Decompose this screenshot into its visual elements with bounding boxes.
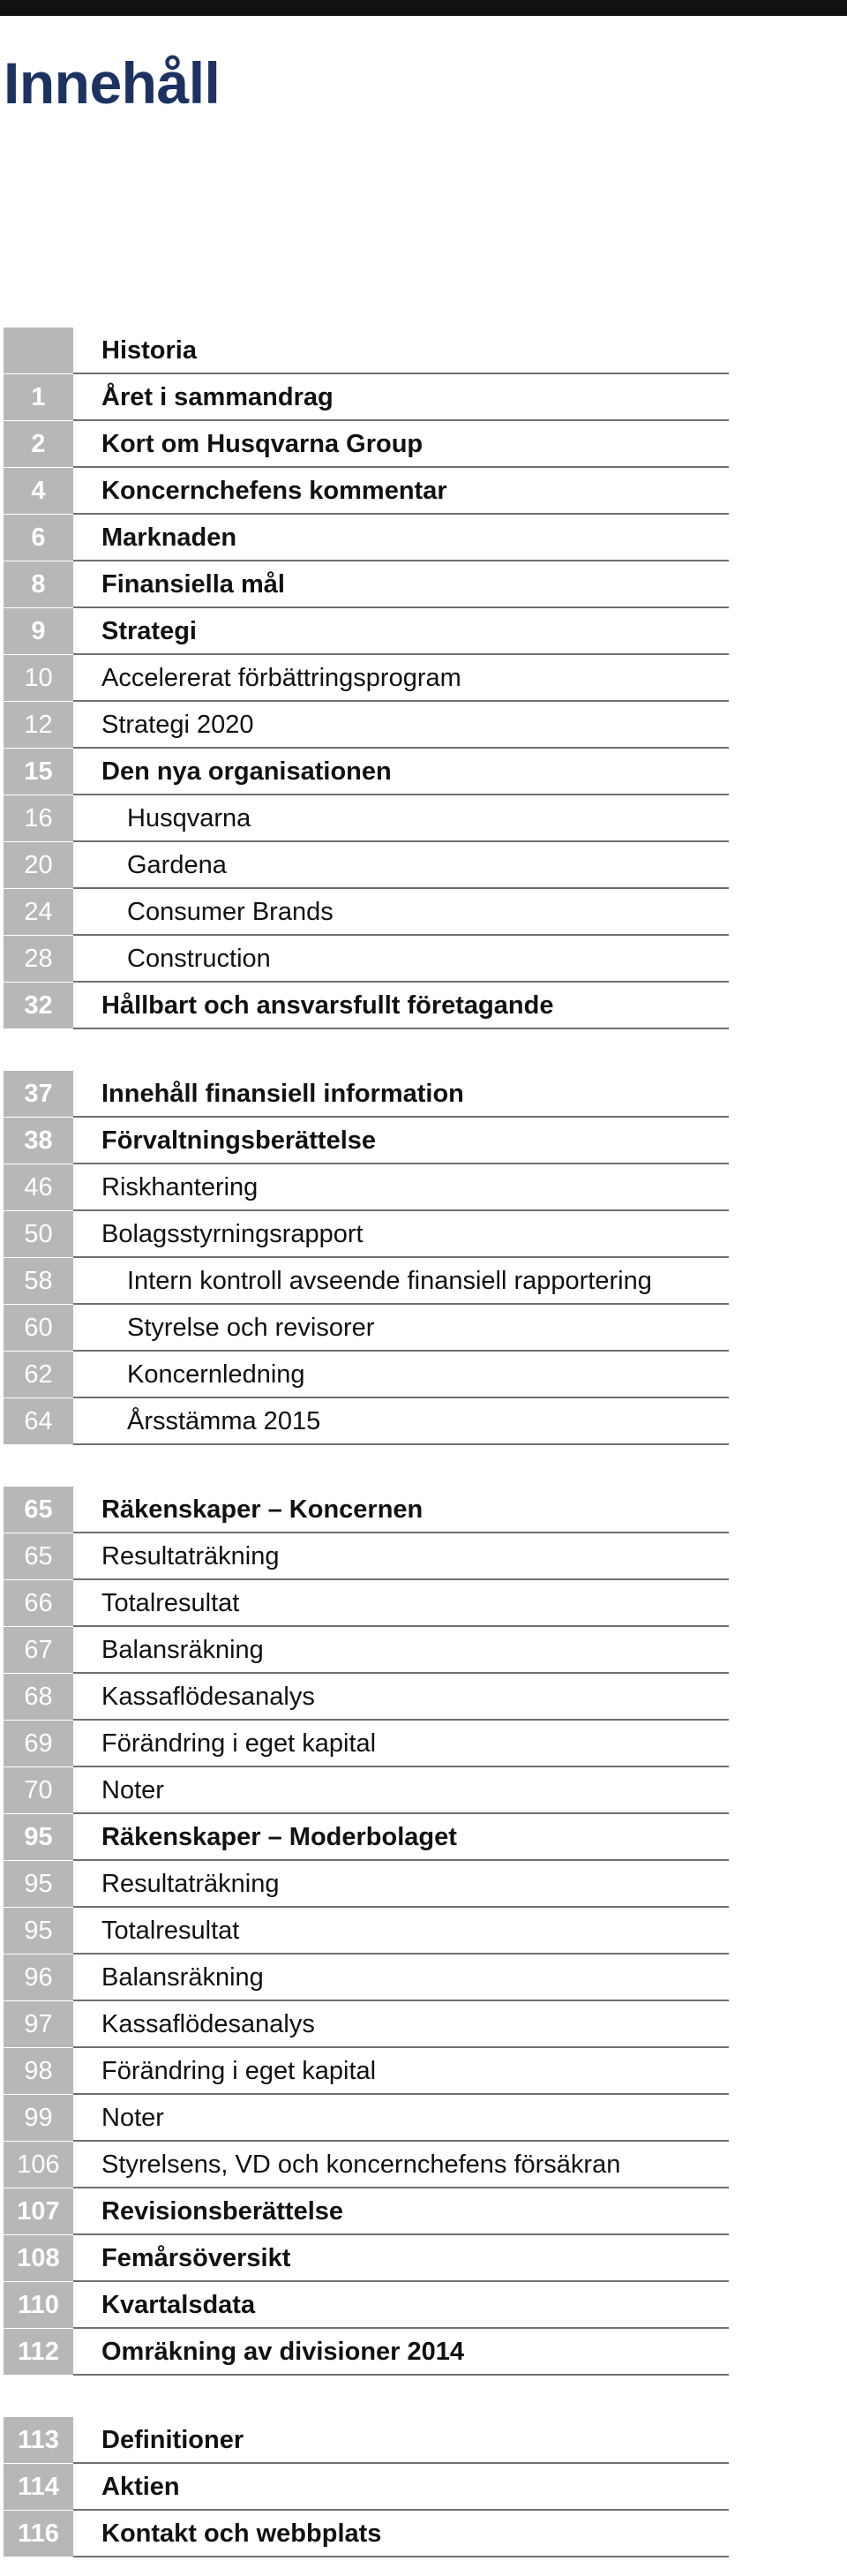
- page-number: 108: [4, 2235, 73, 2281]
- toc-entry[interactable]: [4, 2188, 729, 2235]
- page-number: [4, 328, 73, 373]
- entry-title: Femårsöversikt: [101, 2244, 291, 2272]
- page-number: 37: [4, 1071, 73, 1117]
- toc-entry[interactable]: [4, 1861, 729, 1908]
- row-divider: [73, 2556, 729, 2557]
- toc-entry[interactable]: [4, 1955, 729, 2001]
- entry-title: Räkenskaper – Koncernen: [101, 1495, 424, 1524]
- entry-title: Balansräkning: [101, 1636, 264, 1664]
- entry-title: Aktien: [101, 2473, 180, 2501]
- page-number: 12: [4, 702, 73, 748]
- entry-title: Kassaflödesanalys: [101, 1683, 315, 1711]
- entry-title: Kvartalsdata: [101, 2291, 256, 2319]
- toc-entry[interactable]: [4, 608, 729, 655]
- page-number: 110: [4, 2282, 73, 2328]
- toc-entry[interactable]: [4, 1674, 729, 1721]
- entry-title: Strategi: [101, 617, 197, 645]
- entry-title: Husqvarna: [127, 804, 251, 832]
- row-divider: [73, 1443, 729, 1445]
- toc-entry[interactable]: [4, 749, 729, 795]
- section-spacer: [4, 1029, 729, 1071]
- page-number: 62: [4, 1352, 73, 1397]
- page-number: 9: [4, 608, 73, 654]
- toc-entry[interactable]: [4, 1071, 729, 1118]
- page-number: 38: [4, 1118, 73, 1164]
- toc-entry[interactable]: [4, 561, 729, 608]
- page-number: 16: [4, 795, 73, 841]
- entry-title: Marknaden: [101, 523, 237, 552]
- toc-entry[interactable]: [4, 655, 729, 702]
- toc-entry[interactable]: [4, 1118, 729, 1164]
- entry-title: Årsstämma 2015: [127, 1407, 321, 1435]
- toc-entry[interactable]: [4, 1352, 729, 1398]
- page-number: 6: [4, 515, 73, 561]
- page-number: 70: [4, 1767, 73, 1813]
- toc-entry[interactable]: [4, 2417, 729, 2464]
- toc-entry[interactable]: [4, 515, 729, 561]
- toc-entry[interactable]: [4, 421, 729, 468]
- page-number: 60: [4, 1305, 73, 1351]
- top-rule: [0, 0, 847, 16]
- toc-entry[interactable]: [4, 983, 729, 1029]
- entry-title: Noter: [101, 2104, 164, 2132]
- page-number: 68: [4, 1674, 73, 1720]
- toc-entry[interactable]: [4, 1767, 729, 1814]
- entry-title: Gardena: [127, 851, 227, 879]
- entry-title: Resultaträkning: [101, 1870, 280, 1898]
- page-number: 2: [4, 421, 73, 467]
- toc-section: [4, 2417, 729, 2557]
- toc-entry[interactable]: [4, 842, 729, 889]
- page-number: 10: [4, 655, 73, 701]
- page-number: 66: [4, 1580, 73, 1626]
- page-number: 95: [4, 1861, 73, 1907]
- toc-entry[interactable]: [4, 2142, 729, 2188]
- page-number: 4: [4, 468, 73, 514]
- entry-title: Räkenskaper – Moderbolaget: [101, 1823, 457, 1851]
- toc-section: [4, 1487, 729, 2376]
- entry-title: Kontakt och webbplats: [101, 2520, 382, 2548]
- toc-entry[interactable]: [4, 2282, 729, 2329]
- entry-title: Året i sammandrag: [101, 383, 334, 411]
- entry-title: Revisionsberättelse: [101, 2197, 344, 2226]
- entry-title: Omräkning av divisioner 2014: [101, 2338, 465, 2366]
- entry-title: Styrelse och revisorer: [127, 1314, 375, 1342]
- page-number: 15: [4, 749, 73, 795]
- toc-entry[interactable]: [4, 1398, 729, 1445]
- toc-entry[interactable]: [4, 1487, 729, 1533]
- toc-entry[interactable]: [4, 2329, 729, 2376]
- toc-entry[interactable]: [4, 1305, 729, 1352]
- toc-entry[interactable]: [4, 374, 729, 421]
- toc-entry[interactable]: [4, 2048, 729, 2095]
- entry-title: Hållbart och ansvarsfullt företagande: [101, 991, 554, 1020]
- toc-entry[interactable]: [4, 1627, 729, 1674]
- entry-title: Consumer Brands: [127, 898, 334, 926]
- page-number: 113: [4, 2417, 73, 2463]
- page-number: 96: [4, 1955, 73, 2000]
- toc-entry[interactable]: [4, 936, 729, 983]
- entry-title: Innehåll finansiell information: [101, 1080, 464, 1108]
- toc-entry[interactable]: [4, 2001, 729, 2048]
- entry-title: Resultaträkning: [101, 1542, 280, 1570]
- page-number: 98: [4, 2048, 73, 2094]
- page-number: 112: [4, 2329, 73, 2375]
- toc-entry[interactable]: [4, 1721, 729, 1767]
- entry-title: Noter: [101, 1776, 164, 1804]
- toc-entry[interactable]: [4, 2464, 729, 2511]
- toc-entry[interactable]: [4, 1814, 729, 1861]
- toc-entry[interactable]: [4, 1211, 729, 1258]
- page-number: 116: [4, 2511, 73, 2557]
- toc-entry[interactable]: [4, 795, 729, 842]
- page-number: 99: [4, 2095, 73, 2141]
- toc-entry[interactable]: [4, 2235, 729, 2282]
- page-number: 107: [4, 2188, 73, 2234]
- entry-title: Definitioner: [101, 2426, 244, 2454]
- page-number: 67: [4, 1627, 73, 1673]
- entry-title: Intern kontroll avseende finansiell rapportering: [127, 1267, 652, 1295]
- toc-entry[interactable]: [4, 468, 729, 515]
- page-number: 1: [4, 374, 73, 420]
- page-number: 114: [4, 2464, 73, 2510]
- table-of-contents: [4, 328, 729, 2557]
- entry-title: Den nya organisationen: [101, 757, 392, 786]
- entry-title: Koncernledning: [127, 1360, 305, 1389]
- entry-title: Kort om Husqvarna Group: [101, 430, 424, 458]
- toc-entry[interactable]: [4, 1258, 729, 1305]
- section-spacer: [4, 1445, 729, 1487]
- entry-title: Styrelsens, VD och koncernchefens försäkran: [101, 2150, 621, 2179]
- page-number: 58: [4, 1258, 73, 1304]
- entry-title: Construction: [127, 945, 271, 973]
- page-number: 65: [4, 1533, 73, 1579]
- entry-title: Förvaltningsberättelse: [101, 1126, 377, 1155]
- toc-entry[interactable]: [4, 1580, 729, 1627]
- page-number: 46: [4, 1164, 73, 1210]
- page-number: 50: [4, 1211, 73, 1257]
- toc-entry[interactable]: [4, 1533, 729, 1580]
- page-number: 97: [4, 2001, 73, 2047]
- toc-section: [4, 1071, 729, 1445]
- row-divider: [73, 2374, 729, 2376]
- toc-entry[interactable]: [4, 889, 729, 936]
- page-number: 95: [4, 1814, 73, 1860]
- toc-entry[interactable]: [4, 702, 729, 749]
- page-number: 65: [4, 1487, 73, 1533]
- toc-entry[interactable]: [4, 1164, 729, 1211]
- entry-title: Totalresultat: [101, 1917, 240, 1945]
- page-number: 106: [4, 2142, 73, 2188]
- page-number: 95: [4, 1908, 73, 1954]
- entry-title: Riskhantering: [101, 1173, 259, 1201]
- entry-title: Strategi 2020: [101, 711, 254, 739]
- toc-entry[interactable]: [4, 2095, 729, 2142]
- toc-section: [4, 328, 729, 1029]
- page-number: 28: [4, 936, 73, 982]
- toc-entry[interactable]: [4, 2511, 729, 2557]
- page-number: 24: [4, 889, 73, 935]
- page-number: 20: [4, 842, 73, 888]
- section-spacer: [4, 2376, 729, 2417]
- toc-entry[interactable]: [4, 328, 729, 374]
- entry-title: Balansräkning: [101, 1963, 264, 1992]
- entry-title: Historia: [101, 336, 197, 365]
- page-title: Innehåll: [4, 50, 221, 116]
- entry-title: Bolagsstyrningsrapport: [101, 1220, 364, 1248]
- entry-title: Accelererat förbättringsprogram: [101, 664, 461, 692]
- entry-title: Förändring i eget kapital: [101, 1729, 377, 1758]
- entry-title: Kassaflödesanalys: [101, 2010, 315, 2038]
- entry-title: Totalresultat: [101, 1589, 240, 1617]
- entry-title: Koncernchefens kommentar: [101, 477, 447, 505]
- page-number: 69: [4, 1721, 73, 1766]
- page-number: 8: [4, 561, 73, 607]
- page-number: 32: [4, 983, 73, 1028]
- entry-title: Förändring i eget kapital: [101, 2057, 377, 2085]
- toc-entry[interactable]: [4, 1908, 729, 1955]
- entry-title: Finansiella mål: [101, 570, 285, 599]
- row-divider: [73, 1028, 729, 1029]
- page-number: 64: [4, 1398, 73, 1444]
